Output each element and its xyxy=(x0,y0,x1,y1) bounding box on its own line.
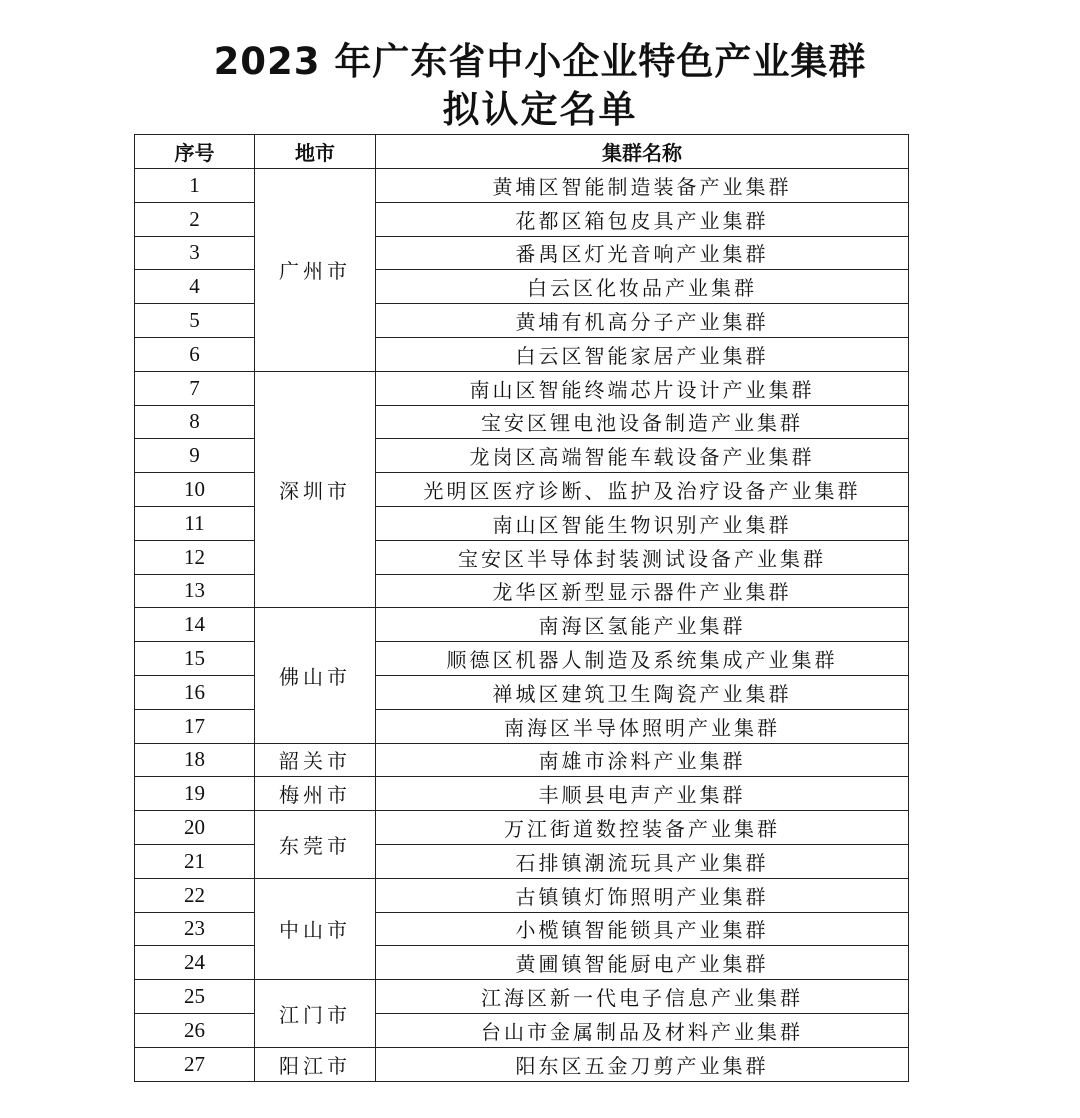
table-row xyxy=(135,980,909,1014)
row-number: 22 xyxy=(135,878,255,912)
row-cluster-name: 阳东区五金刀剪产业集群 xyxy=(376,1047,909,1081)
row-cluster-name: 白云区化妆品产业集群 xyxy=(376,270,909,304)
row-number: 26 xyxy=(135,1013,255,1047)
row-city: 江门市 xyxy=(255,980,376,1048)
row-cluster-name: 南海区氢能产业集群 xyxy=(376,608,909,642)
table-row xyxy=(135,405,909,439)
row-cluster-name: 南雄市涂料产业集群 xyxy=(376,743,909,777)
table-row xyxy=(135,473,909,507)
row-cluster-name: 江海区新一代电子信息产业集群 xyxy=(376,980,909,1014)
row-cluster-name: 台山市金属制品及材料产业集群 xyxy=(376,1013,909,1047)
page-title: 2023 年广东省中小企业特色产业集群 xyxy=(213,40,867,83)
header-city: 地市 xyxy=(255,135,376,169)
table-row xyxy=(135,439,909,473)
row-city: 韶关市 xyxy=(255,743,376,777)
row-city: 东莞市 xyxy=(255,811,376,879)
table-row xyxy=(135,506,909,540)
row-cluster-name: 万江街道数控装备产业集群 xyxy=(376,811,909,845)
row-number: 16 xyxy=(135,675,255,709)
row-cluster-name: 古镇镇灯饰照明产业集群 xyxy=(376,878,909,912)
row-cluster-name: 龙华区新型显示器件产业集群 xyxy=(376,574,909,608)
row-cluster-name: 光明区医疗诊断、监护及治疗设备产业集群 xyxy=(376,473,909,507)
row-cluster-name: 白云区智能家居产业集群 xyxy=(376,337,909,371)
row-cluster-name: 宝安区半导体封装测试设备产业集群 xyxy=(376,540,909,574)
row-number: 7 xyxy=(135,371,255,405)
row-number: 19 xyxy=(135,777,255,811)
row-city: 深圳市 xyxy=(255,371,376,608)
table-row xyxy=(135,270,909,304)
table-header-row xyxy=(135,135,909,169)
row-number: 8 xyxy=(135,405,255,439)
row-cluster-name: 南山区智能终端芯片设计产业集群 xyxy=(376,371,909,405)
row-cluster-name: 顺德区机器人制造及系统集成产业集群 xyxy=(376,642,909,676)
table-row xyxy=(135,608,909,642)
table-row xyxy=(135,642,909,676)
row-cluster-name: 龙岗区高端智能车载设备产业集群 xyxy=(376,439,909,473)
row-number: 18 xyxy=(135,743,255,777)
row-cluster-name: 小榄镇智能锁具产业集群 xyxy=(376,912,909,946)
row-number: 15 xyxy=(135,642,255,676)
row-number: 5 xyxy=(135,304,255,338)
table-row xyxy=(135,878,909,912)
header-name: 集群名称 xyxy=(376,135,909,169)
table-row xyxy=(135,844,909,878)
table-row xyxy=(135,912,909,946)
table-row xyxy=(135,304,909,338)
row-number: 6 xyxy=(135,337,255,371)
row-number: 24 xyxy=(135,946,255,980)
table-row xyxy=(135,1047,909,1081)
table-row xyxy=(135,236,909,270)
page-subtitle: 拟认定名单 xyxy=(442,88,638,131)
table-row xyxy=(135,337,909,371)
row-number: 9 xyxy=(135,439,255,473)
table-row xyxy=(135,743,909,777)
row-cluster-name: 丰顺县电声产业集群 xyxy=(376,777,909,811)
row-number: 14 xyxy=(135,608,255,642)
row-cluster-name: 禅城区建筑卫生陶瓷产业集群 xyxy=(376,675,909,709)
row-number: 3 xyxy=(135,236,255,270)
table-row xyxy=(135,202,909,236)
row-number: 25 xyxy=(135,980,255,1014)
table-row xyxy=(135,540,909,574)
cluster-table xyxy=(134,134,909,1082)
row-number: 4 xyxy=(135,270,255,304)
table-row xyxy=(135,675,909,709)
row-city: 中山市 xyxy=(255,878,376,979)
row-city: 佛山市 xyxy=(255,608,376,743)
row-number: 11 xyxy=(135,506,255,540)
row-cluster-name: 黄埔区智能制造装备产业集群 xyxy=(376,169,909,203)
row-cluster-name: 石排镇潮流玩具产业集群 xyxy=(376,844,909,878)
row-number: 13 xyxy=(135,574,255,608)
row-city: 阳江市 xyxy=(255,1047,376,1081)
row-city: 梅州市 xyxy=(255,777,376,811)
row-cluster-name: 黄圃镇智能厨电产业集群 xyxy=(376,946,909,980)
table-row xyxy=(135,169,909,203)
row-number: 2 xyxy=(135,202,255,236)
header-no: 序号 xyxy=(135,135,255,169)
row-number: 20 xyxy=(135,811,255,845)
row-cluster-name: 宝安区锂电池设备制造产业集群 xyxy=(376,405,909,439)
table-row xyxy=(135,777,909,811)
table-row xyxy=(135,371,909,405)
row-cluster-name: 南海区半导体照明产业集群 xyxy=(376,709,909,743)
row-number: 23 xyxy=(135,912,255,946)
table-row xyxy=(135,709,909,743)
row-number: 12 xyxy=(135,540,255,574)
table-row xyxy=(135,574,909,608)
row-number: 1 xyxy=(135,169,255,203)
row-number: 17 xyxy=(135,709,255,743)
row-number: 27 xyxy=(135,1047,255,1081)
row-cluster-name: 南山区智能生物识别产业集群 xyxy=(376,506,909,540)
row-cluster-name: 花都区箱包皮具产业集群 xyxy=(376,202,909,236)
row-cluster-name: 番禺区灯光音响产业集群 xyxy=(376,236,909,270)
row-city: 广州市 xyxy=(255,169,376,372)
table-row xyxy=(135,811,909,845)
table-row xyxy=(135,1013,909,1047)
row-number: 10 xyxy=(135,473,255,507)
table-row xyxy=(135,946,909,980)
table-body xyxy=(135,169,909,1082)
row-cluster-name: 黄埔有机高分子产业集群 xyxy=(376,304,909,338)
row-number: 21 xyxy=(135,844,255,878)
